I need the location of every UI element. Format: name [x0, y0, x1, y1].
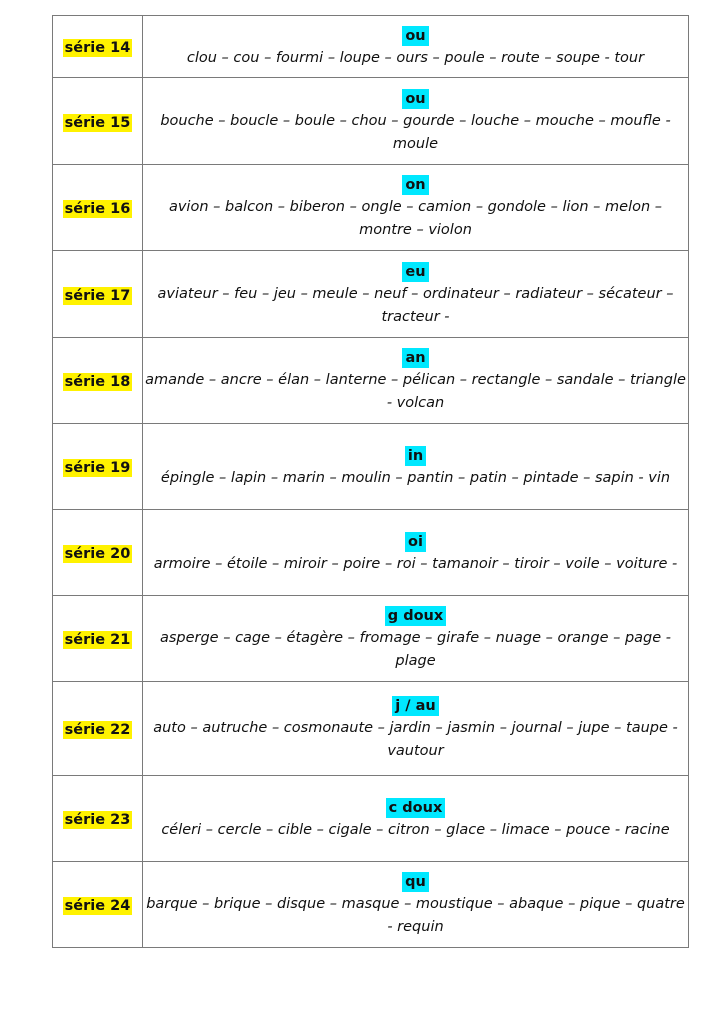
series-table-body: [53, 16, 689, 948]
series-label-cell: [53, 165, 143, 251]
series-words-cell: [143, 16, 689, 78]
series-row: [53, 338, 689, 424]
sound-label: ou: [402, 89, 428, 109]
series-words-cell: [143, 596, 689, 682]
sound-label: j / au: [392, 696, 438, 716]
series-label: série 18: [64, 374, 131, 390]
series-label-cell: [53, 862, 143, 948]
series-words-cell: [143, 510, 689, 596]
series-label: série 19: [64, 460, 131, 476]
series-row: [53, 424, 689, 510]
series-label: série 14: [64, 40, 131, 56]
sound-label: g doux: [385, 606, 446, 626]
sound-label: oi: [405, 532, 426, 552]
series-words-cell: [143, 682, 689, 776]
series-row: [53, 78, 689, 165]
series-row: [53, 682, 689, 776]
series-row: [53, 862, 689, 948]
word-list: amande – ancre – élan – lanterne – pélican – rectangle – sandale – triangle - volcan: [145, 372, 686, 411]
series-label: série 23: [64, 812, 131, 828]
series-row: [53, 776, 689, 862]
series-words-cell: [143, 424, 689, 510]
word-list: armoire – étoile – miroir – poire – roi – tamanoir – tiroir – voile – voiture -: [153, 555, 678, 572]
word-list: aviateur – feu – jeu – meule – neuf – ordinateur – radiateur – sécateur – tracteur -: [157, 285, 674, 325]
series-label: série 22: [64, 722, 131, 738]
series-label: série 17: [64, 287, 131, 304]
sound-label: qu: [402, 872, 429, 892]
series-row: [53, 596, 689, 682]
series-label-cell: [53, 16, 143, 78]
series-label: série 16: [64, 201, 131, 217]
series-table: [52, 15, 689, 948]
series-label-cell: [53, 596, 143, 682]
series-label-cell: [53, 682, 143, 776]
sound-label: c doux: [386, 798, 446, 818]
series-words-cell: [143, 78, 689, 165]
word-list: auto – autruche – cosmonaute – jardin – jasmin – journal – jupe – taupe - vautour: [153, 720, 678, 759]
word-list: épingle – lapin – marin – moulin – pantin – patin – pintade – sapin - vin: [160, 469, 671, 486]
series-words-cell: [143, 338, 689, 424]
series-label-cell: [53, 424, 143, 510]
sound-label: ou: [402, 26, 428, 46]
series-label-cell: [53, 78, 143, 165]
series-label: série 24: [64, 898, 131, 914]
word-list: asperge – cage – étagère – fromage – girafe – nuage – orange – page - plage: [159, 630, 672, 669]
series-label-cell: [53, 776, 143, 862]
series-words-cell: [143, 165, 689, 251]
series-label-cell: [53, 251, 143, 338]
word-list: barque – brique – disque – masque – moustique – abaque – pique – quatre - requin: [146, 896, 685, 935]
sound-label: in: [405, 446, 426, 466]
series-row: [53, 16, 689, 78]
series-words-cell: [143, 862, 689, 948]
word-list: clou – cou – fourmi – loupe – ours – poule – route – soupe - tour: [186, 49, 645, 66]
series-label: série 20: [64, 546, 131, 562]
sound-label: eu: [402, 262, 428, 282]
sound-label: an: [402, 348, 428, 368]
series-label: série 15: [64, 114, 131, 131]
series-row: [53, 165, 689, 251]
series-label: série 21: [64, 632, 131, 648]
word-list: avion – balcon – biberon – ongle – camion – gondole – lion – melon – montre – violon: [168, 199, 663, 238]
series-words-cell: [143, 251, 689, 338]
series-row: [53, 251, 689, 338]
word-list: bouche – boucle – boule – chou – gourde – louche – mouche – moufle - moule: [160, 112, 671, 152]
series-label-cell: [53, 510, 143, 596]
series-words-cell: [143, 776, 689, 862]
word-list: céleri – cercle – cible – cigale – citron – glace – limace – pouce - racine: [161, 821, 670, 838]
series-row: [53, 510, 689, 596]
sound-label: on: [402, 175, 428, 195]
series-label-cell: [53, 338, 143, 424]
